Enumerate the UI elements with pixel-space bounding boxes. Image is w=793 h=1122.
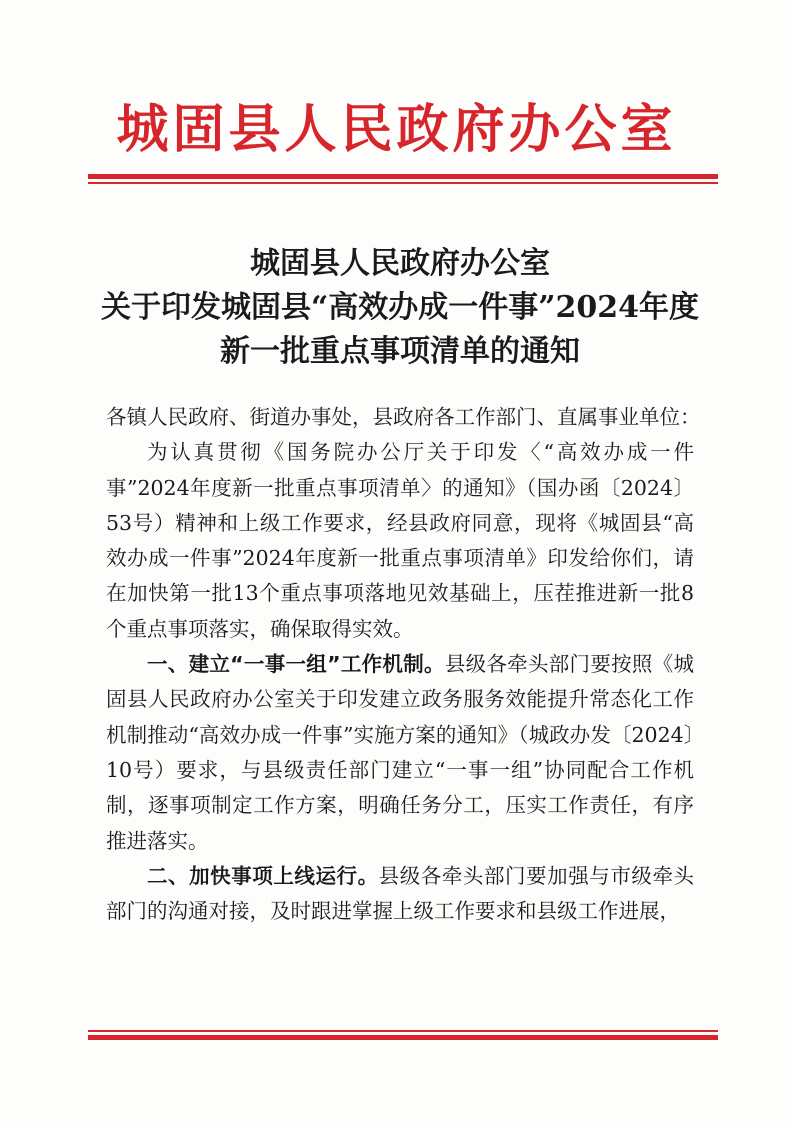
title-line-3: 新一批重点事项清单的通知	[220, 334, 580, 369]
masthead-title: 城固县人民政府办公室	[116, 99, 677, 160]
masthead-rule-thick	[88, 174, 718, 179]
footer-rule-thick	[88, 1035, 718, 1040]
footer-rule-thin	[88, 1030, 718, 1032]
title-line-2: 关于印发城固县“高效办成一件事”2024年度	[100, 290, 699, 325]
item-1-paragraph	[106, 647, 694, 859]
document-body	[106, 400, 701, 929]
document-title	[80, 242, 720, 374]
salutation: 各镇人民政府、街道办事处，县政府各工作部门、直属事业单位：	[106, 405, 701, 429]
item-2-paragraph	[106, 859, 694, 930]
item-2-heading: 二、加快事项上线运行。	[147, 863, 379, 888]
item-1-heading: 一、建立“一事一组”工作机制。	[147, 652, 445, 677]
title-line-1: 城固县人民政府办公室	[250, 246, 550, 281]
item-2-text: 县级各牵头部门要加强与市级牵头部门的沟通对接，及时跟进掌握上级工作要求和县级工作进展，	[106, 863, 695, 924]
intro-paragraph: 为认真贯彻《国务院办公厅关于印发〈“高效办成一件事”2024年度新一批重点事项清单〉的通知》（国办函〔2024〕53号）精神和上级工作要求，经县政府同意，现将《城固县“高效办成一件事”2024年度新一批重点事项清单》印发给你们，请在加快第一批13个重点事项落地见效基础上，压茬推进新一批8个重点事项落实，确保取得实效。	[106, 440, 694, 641]
masthead-rule-thin	[88, 182, 718, 184]
item-1-text: 县级各牵头部门要按照《城固县人民政府办公室关于印发建立政务服务效能提升常态化工作机制推动“高效办成一件事”实施方案的通知》（城政办发〔2024〕10号）要求，与县级责任部门建立“一事一组”协同配合工作机制，逐事项制定工作方案，明确任务分工，压实工作责任，有序推进落实。	[106, 652, 695, 853]
